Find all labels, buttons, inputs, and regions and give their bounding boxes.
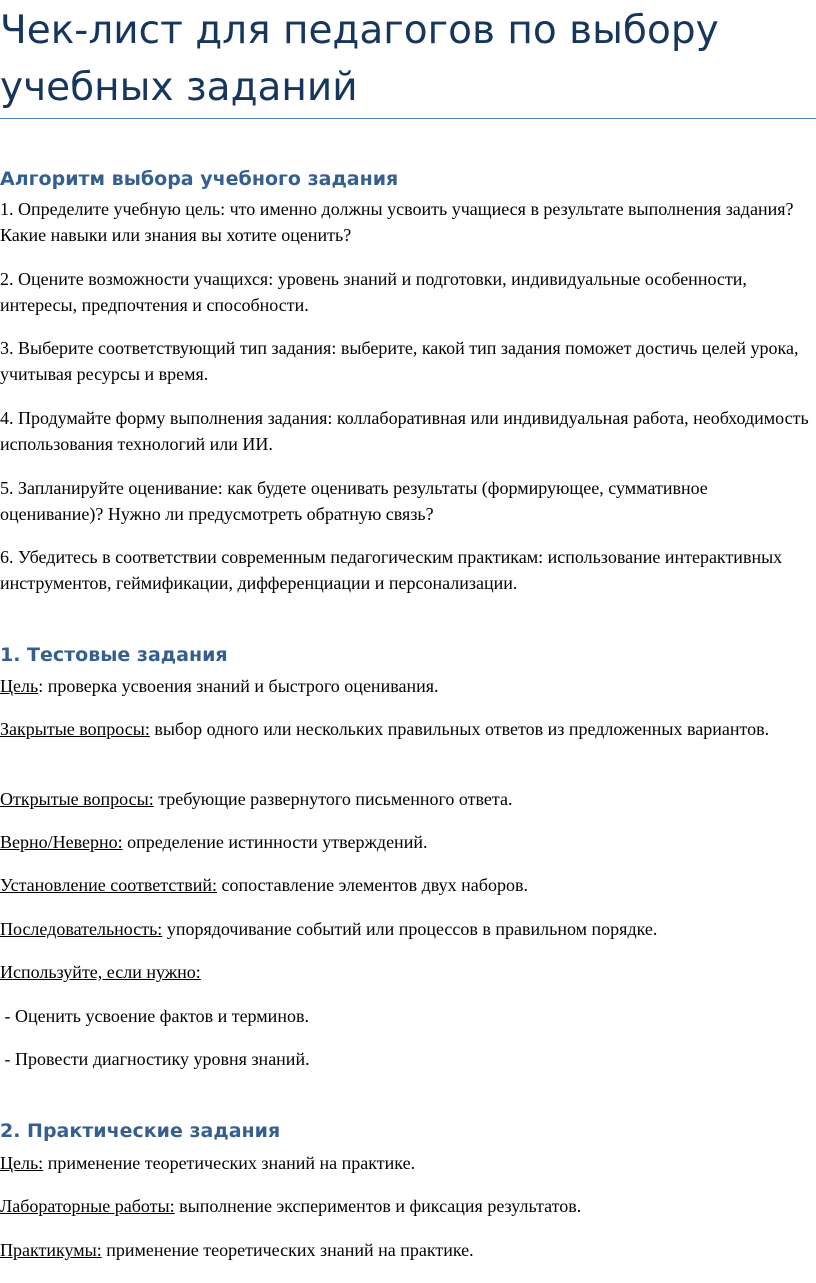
practice-goal-text: применение теоретических знаний на практике. xyxy=(43,1153,416,1173)
practice-item-label: Лабораторные работы: xyxy=(0,1196,175,1216)
practice-item-text: применение теоретических знаний на практике. xyxy=(101,1240,474,1260)
algorithm-step-4: 4. Продумайте форму выполнения задания: коллаборативная или индивидуальная работа, необходимость использования технологий или ИИ. xyxy=(0,408,809,454)
practice-goal-label: Цель: xyxy=(0,1153,44,1173)
use-if-label: Используйте, если нужно: xyxy=(0,962,201,982)
tests-item-label: Закрытые вопросы: xyxy=(0,719,150,739)
algorithm-heading: Алгоритм выбора учебного задания xyxy=(0,168,399,190)
tests-item-label: Открытые вопросы: xyxy=(0,789,154,809)
tests-item-text: определение истинности утверждений. xyxy=(122,832,428,852)
practice-item-workshops xyxy=(0,1237,814,1263)
tests-item-closed xyxy=(0,716,814,742)
practice-item-label: Практикумы: xyxy=(0,1240,102,1260)
tests-item-text: упорядочивание событий или процессов в правильном порядке. xyxy=(162,919,658,939)
document-title: Чек-лист для педагогов по выбору учебных заданий xyxy=(0,8,719,110)
practice-item-text: выполнение экспериментов и фиксация результатов. xyxy=(174,1196,582,1216)
practice-item-labs xyxy=(0,1193,814,1219)
tests-item-text: выбор одного или нескольких правильных ответов из предложенных вариантов. xyxy=(149,719,770,739)
algorithm-step-3: 3. Выберите соответствующий тип задания: выберите, какой тип задания поможет достичь целей урока, учитывая ресурсы и время. xyxy=(0,338,799,384)
tests-item-label: Установление соответствий: xyxy=(0,875,217,895)
tests-item-text: сопоставление элементов двух наборов. xyxy=(216,875,528,895)
tests-goal xyxy=(0,673,814,699)
tests-use-if-item-2: - Провести диагностику уровня знаний. xyxy=(0,1049,310,1069)
tests-item-matching xyxy=(0,872,814,898)
tests-goal-text: : проверка усвоения знаний и быстрого оценивания. xyxy=(38,676,439,696)
tests-item-text: требующие развернутого письменного ответа. xyxy=(153,789,513,809)
tests-item-open xyxy=(0,786,814,812)
practice-heading: 2. Практические задания xyxy=(0,1120,281,1142)
tests-heading: 1. Тестовые задания xyxy=(0,644,228,666)
tests-goal-label: Цель xyxy=(0,676,39,696)
tests-use-if-label xyxy=(0,959,814,985)
algorithm-step-5: 5. Запланируйте оценивание: как будете оценивать результаты (формирующее, суммативное оценивание)? Нужно ли предусмотреть обратную связь? xyxy=(0,478,708,524)
algorithm-step-1: 1. Определите учебную цель: что именно должны усвоить учащиеся в результате выполнения задания? Какие навыки или знания вы хотите оценить? xyxy=(0,199,794,245)
tests-item-label: Верно/Неверно: xyxy=(0,832,123,852)
tests-item-label: Последовательность: xyxy=(0,919,163,939)
algorithm-step-2: 2. Оцените возможности учащихся: уровень знаний и подготовки, индивидуальные особенности, интересы, предпочтения и способности. xyxy=(0,269,747,315)
algorithm-step-6: 6. Убедитесь в соответствии современным педагогическим практикам: использование интерактивных инструментов, геймификации, дифференциации и персонализации. xyxy=(0,547,783,593)
title-divider xyxy=(0,118,816,119)
tests-item-sequence xyxy=(0,916,814,942)
practice-goal xyxy=(0,1150,814,1176)
tests-item-true-false xyxy=(0,829,814,855)
tests-use-if-item-1: - Оценить усвоение фактов и терминов. xyxy=(0,1006,309,1026)
